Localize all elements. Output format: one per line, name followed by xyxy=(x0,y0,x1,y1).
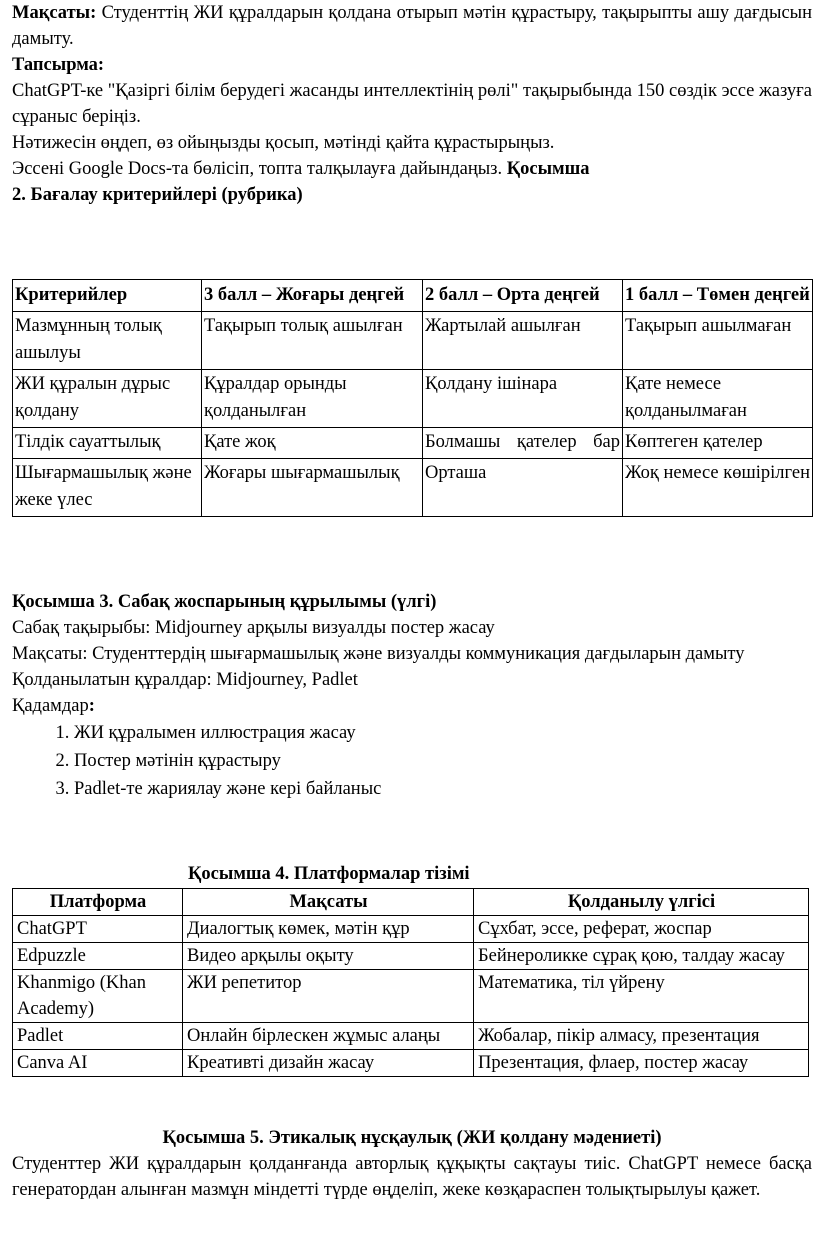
platform-row xyxy=(13,916,809,943)
platform-table xyxy=(12,888,809,1077)
rubric-cell: Жоғары шығармашылық xyxy=(202,459,423,517)
rubric-header-cell: 2 балл – Орта деңгей xyxy=(423,280,623,312)
rubric-cell: Қате жоқ xyxy=(202,428,423,459)
rubric-header-cell: 3 балл – Жоғары деңгей xyxy=(202,280,423,312)
lesson-tools: Қолданылатын құралдар: Midjourney, Padlet xyxy=(12,670,358,690)
appendix-word: Қосымша xyxy=(506,159,590,179)
steps-label: Қадамдар xyxy=(12,696,89,716)
lesson-topic: Сабақ тақырыбы: Midjourney арқылы визуалды постер жасау xyxy=(12,618,495,638)
platform-cell: Сұхбат, эссе, реферат, жоспар xyxy=(474,916,809,943)
list-item: 3. Padlet-те жариялау және кері байланыс xyxy=(74,775,812,803)
platform-cell: Видео арқылы оқыту xyxy=(183,943,474,970)
rubric-row xyxy=(13,370,813,428)
steps-heading xyxy=(12,693,812,719)
platform-cell: Онлайн бірлескен жұмыс алаңы xyxy=(183,1023,474,1050)
rubric-cell: Жоқ немесе көшірілген xyxy=(623,459,813,517)
platform-cell: Математика, тіл үйрену xyxy=(474,970,809,1023)
task-line: Нәтижесін өңдеп, өз ойыңызды қосып, мәтінді қайта құрастырыңыз. xyxy=(12,133,555,153)
platform-row xyxy=(13,943,809,970)
rubric-cell: Орташа xyxy=(423,459,623,517)
platform-header-row xyxy=(13,889,809,916)
essay-line xyxy=(12,156,812,182)
appendix3-title: Қосымша 3. Сабақ жоспарының құрылымы (үлгі) xyxy=(12,592,437,612)
lesson-goal: Мақсаты: Студенттердің шығармашылық және визуалды коммуникация дағдыларын дамыту xyxy=(12,644,745,664)
rubric-title: 2. Бағалау критерийлері (рубрика) xyxy=(12,185,303,205)
platform-header-cell: Платформа xyxy=(13,889,183,916)
platform-header-cell: Қолданылу үлгісі xyxy=(474,889,809,916)
task-label: Тапсырма: xyxy=(12,55,105,75)
appendix3-section xyxy=(12,589,812,803)
rubric-row xyxy=(13,312,813,370)
platform-header-cell: Мақсаты xyxy=(183,889,474,916)
platform-cell: Padlet xyxy=(13,1023,183,1050)
steps-colon: : xyxy=(88,696,95,716)
platform-cell: Бейнероликке сұрақ қою, талдау жасау xyxy=(474,943,809,970)
platform-cell: Canva AI xyxy=(13,1050,183,1077)
rubric-cell: Қолдану ішінара xyxy=(423,370,623,428)
task-line: ChatGPT-ке "Қазіргі білім берудегі жасанды интеллектінің рөлі" тақырыбында 150 сөздік эссе жазуға сұраныс беріңіз. xyxy=(12,81,812,127)
essay-text: Эссені Google Docs-та бөлісіп, топта талқылауға дайындаңыз. xyxy=(12,159,507,179)
rubric-cell: Мазмұнның толық ашылуы xyxy=(13,312,202,370)
goal-paragraph xyxy=(12,0,812,52)
appendix5-text: Студенттер ЖИ құралдарын қолданғанда авторлық құқықты сақтауы тиіс. ChatGPT немесе басқа генератордан алынған мазмұн міндетті түрде өңделіп, жеке көзқараспен толықтырылуы қажет. xyxy=(12,1154,812,1200)
rubric-cell: Тақырып ашылмаған xyxy=(623,312,813,370)
platform-row xyxy=(13,1023,809,1050)
appendix4-title: Қосымша 4. Платформалар тізімі xyxy=(188,864,470,884)
platform-row xyxy=(13,970,809,1023)
rubric-cell: Қате немесе қолданылмаған xyxy=(623,370,813,428)
rubric-cell: Жартылай ашылған xyxy=(423,312,623,370)
platform-cell: Edpuzzle xyxy=(13,943,183,970)
appendix5-title: Қосымша 5. Этикалық нұсқаулық (ЖИ қолдану мәдениеті) xyxy=(162,1128,662,1148)
intro-section xyxy=(12,0,812,208)
rubric-cell: ЖИ құралын дұрыс қолдану xyxy=(13,370,202,428)
rubric-cell: Тақырып толық ашылған xyxy=(202,312,423,370)
platform-row xyxy=(13,1050,809,1077)
platform-cell: Диалогтық көмек, мәтін құр xyxy=(183,916,474,943)
platform-cell: ChatGPT xyxy=(13,916,183,943)
platform-cell: Креативті дизайн жасау xyxy=(183,1050,474,1077)
rubric-cell: Шығармашылық және жеке үлес xyxy=(13,459,202,517)
rubric-row xyxy=(13,459,813,517)
goal-text: Студенттің ЖИ құралдарын қолдана отырып мәтін құрастыру, тақырыпты ашу дағдысын дамыту. xyxy=(12,3,812,49)
rubric-cell: Құралдар орынды қолданылған xyxy=(202,370,423,428)
rubric-header-row xyxy=(13,280,813,312)
rubric-row xyxy=(13,428,813,459)
platform-cell: Khanmigo (Khan Academy) xyxy=(13,970,183,1023)
rubric-cell: Көптеген қателер xyxy=(623,428,813,459)
steps-list xyxy=(12,719,812,803)
rubric-table xyxy=(12,279,813,517)
list-item: 2. Постер мәтінін құрастыру xyxy=(74,747,812,775)
rubric-cell: Болмашы қателер бар xyxy=(423,428,623,459)
platform-cell: ЖИ репетитор xyxy=(183,970,474,1023)
rubric-header-cell: 1 балл – Төмен деңгей xyxy=(623,280,813,312)
rubric-header-cell: Критерийлер xyxy=(13,280,202,312)
goal-label: Мақсаты: xyxy=(12,3,97,23)
appendix5-section xyxy=(12,1125,812,1203)
platform-cell: Презентация, флаер, постер жасау xyxy=(474,1050,809,1077)
platform-cell: Жобалар, пікір алмасу, презентация xyxy=(474,1023,809,1050)
rubric-cell: Тілдік сауаттылық xyxy=(13,428,202,459)
list-item: 1. ЖИ құралымен иллюстрация жасау xyxy=(74,719,812,747)
